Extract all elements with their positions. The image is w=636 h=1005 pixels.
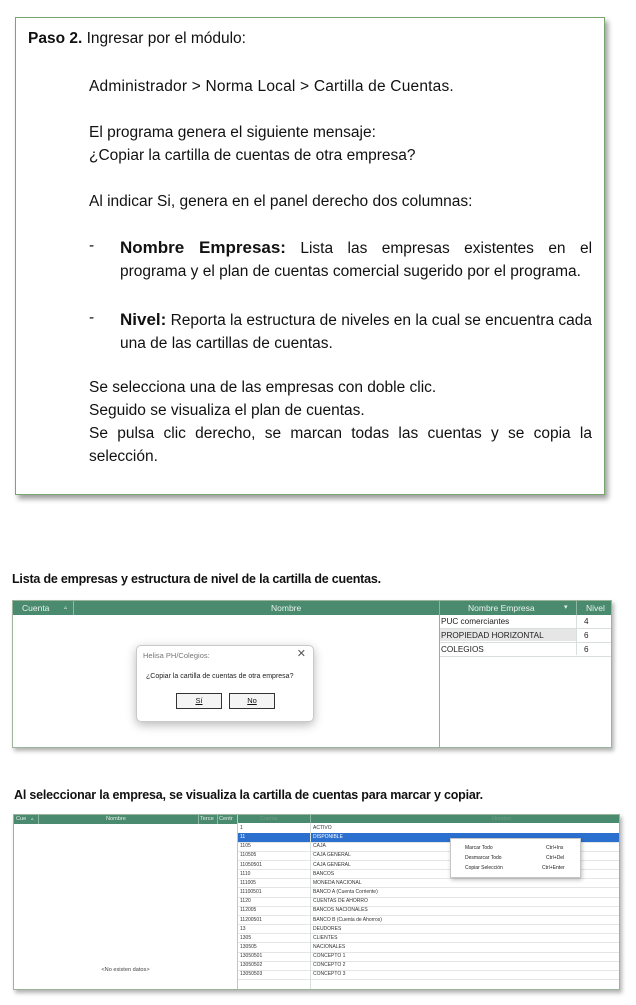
- bullet-dash: -: [89, 237, 95, 254]
- context-menu: [450, 838, 581, 878]
- account-code: 13050503: [240, 971, 263, 978]
- grid-header-right: [440, 601, 611, 615]
- account-row[interactable]: [238, 934, 619, 944]
- account-name: CONCEPTO 1: [313, 953, 346, 960]
- yes-button[interactable]: Sí: [176, 693, 222, 709]
- row-line: [440, 642, 611, 643]
- bullet-dash: -: [89, 309, 95, 326]
- account-row[interactable]: [238, 952, 619, 962]
- company-name[interactable]: PROPIEDAD HORIZONTAL: [441, 631, 544, 640]
- left-grid-header: [14, 815, 237, 824]
- col-tercero[interactable]: Terce: [200, 816, 214, 822]
- account-row[interactable]: [238, 943, 619, 953]
- account-grid-header: [238, 815, 619, 823]
- header-divider: [198, 815, 199, 824]
- account-code: 130505: [240, 943, 257, 950]
- account-code: 1110: [240, 870, 251, 877]
- closing-last: Se pulsa clic derecho, se marcan todas las cuentas y se copia la selección.: [89, 425, 592, 465]
- screenshot-account-chart: [13, 814, 620, 990]
- closing-line: Se selecciona una de las empresas con doble clic.: [89, 379, 437, 396]
- bullet-term: Nivel:: [120, 310, 167, 329]
- col-centro[interactable]: Centr: [219, 816, 233, 822]
- account-row[interactable]: [238, 970, 619, 980]
- menu-item-shortcut: Ctrl+Del: [546, 855, 565, 861]
- account-name: MONEDA NACIONAL: [313, 879, 362, 886]
- account-name: DEUDORES: [313, 925, 342, 932]
- col-nombre[interactable]: Nombre: [271, 603, 302, 613]
- caption-company-list: Lista de empresas y estructura de nivel de la cartilla de cuentas.: [12, 572, 381, 586]
- header-divider: [576, 601, 577, 615]
- header-divider: [217, 815, 218, 824]
- account-name: BANCO B (Cuenta de Ahorros): [313, 916, 382, 923]
- header-divider: [310, 815, 311, 823]
- sort-icon: ▵: [64, 605, 68, 611]
- account-name: CONCEPTO 3: [313, 971, 346, 978]
- menu-item-copiar-seleccion[interactable]: [451, 863, 580, 873]
- dialog-message: ¿Copiar la cartilla de cuentas de otra empresa?: [146, 673, 294, 680]
- menu-item-marcar-todo[interactable]: [451, 843, 580, 853]
- message-intro: El programa genera el siguiente mensaje:: [89, 124, 376, 141]
- col-cuenta[interactable]: Cue: [16, 816, 27, 822]
- col-cuenta[interactable]: Cuenta: [22, 603, 50, 613]
- close-icon[interactable]: ✕: [296, 648, 306, 660]
- account-name: BANCOS: [313, 870, 335, 877]
- account-code: 1305: [240, 934, 252, 941]
- col-nombre-empresa[interactable]: Nombre Empresa: [468, 603, 535, 613]
- row-line: [440, 656, 611, 657]
- account-code: 13050501: [240, 953, 263, 960]
- screenshot-company-list: [12, 600, 612, 748]
- left-panel: [14, 815, 238, 989]
- company-level: 6: [584, 631, 589, 640]
- company-name[interactable]: PUC comerciantes: [441, 617, 510, 626]
- account-code: 11: [240, 834, 246, 841]
- col-cuenta[interactable]: Cuenta: [260, 816, 278, 822]
- account-row[interactable]: [238, 961, 619, 971]
- message-question: ¿Copiar la cartilla de cuentas de otra empresa?: [89, 147, 416, 164]
- bullet-nivel: [120, 308, 592, 355]
- account-code: 111005: [240, 879, 256, 886]
- account-code: 1120: [240, 898, 251, 905]
- column-divider: [310, 823, 311, 989]
- account-name: DISPONIBLE: [313, 834, 344, 841]
- filter-dropdown-icon[interactable]: ▾: [564, 604, 568, 611]
- closing-line: Seguido se visualiza el plan de cuentas.: [89, 402, 365, 419]
- bullet-text: Reporta la estructura de niveles en la cual se encuentra cada una de las cartillas de cuentas.: [120, 312, 592, 352]
- menu-item-label: Desmarcar Todo: [465, 855, 502, 861]
- columns-intro: Al indicar Si, genera en el panel derecho dos columnas:: [89, 193, 473, 210]
- account-name: BANCO A (Cuenta Corriente): [313, 889, 378, 896]
- step-instructions-box: [15, 17, 605, 495]
- account-name: CLIENTES: [313, 934, 338, 941]
- account-code: 13050502: [240, 962, 263, 969]
- col-nivel[interactable]: Nivel: [586, 603, 605, 613]
- account-code: 11200501: [240, 916, 262, 923]
- header-divider: [38, 815, 39, 824]
- account-name: CAJA: [313, 843, 326, 850]
- account-code: 11050501: [240, 861, 262, 868]
- menu-item-label: Marcar Todo: [465, 845, 493, 851]
- account-name: CAJA GENERAL: [313, 861, 351, 868]
- step-title-text: Ingresar por el módulo:: [82, 30, 246, 47]
- panel-divider: [439, 601, 440, 747]
- account-code: 1105: [240, 843, 251, 850]
- company-name[interactable]: COLEGIOS: [441, 645, 484, 654]
- copy-chart-dialog: [136, 645, 314, 722]
- account-name: CUENTAS DE AHORRO: [313, 898, 368, 905]
- grid-header-left: [13, 601, 439, 615]
- caption-account-chart: Al seleccionar la empresa, se visualiza la cartilla de cuentas para marcar y copiar.: [14, 788, 483, 802]
- account-row[interactable]: [238, 925, 619, 935]
- account-code: 13: [240, 925, 246, 932]
- company-level: 6: [584, 645, 589, 654]
- account-row[interactable]: [238, 888, 619, 898]
- bullet-term: Nombre Empresas:: [120, 238, 286, 257]
- account-row[interactable]: [238, 824, 619, 834]
- col-nombre[interactable]: Nombre: [106, 816, 126, 822]
- account-code: 110505: [240, 852, 257, 859]
- account-row[interactable]: [238, 916, 619, 926]
- account-code: 11100501: [240, 889, 262, 896]
- no-data-message: <No existen datos>: [101, 967, 150, 973]
- menu-item-shortcut: Ctrl+Ins: [546, 845, 564, 851]
- step-title: [28, 27, 246, 50]
- account-code: 1: [240, 825, 243, 831]
- menu-item-desmarcar-todo[interactable]: [451, 853, 580, 863]
- company-level: 4: [584, 617, 589, 626]
- account-name: ACTIVO: [313, 825, 332, 831]
- account-name: NACIONALES: [313, 943, 346, 950]
- menu-path: Administrador > Norma Local > Cartilla de Cuentas.: [89, 78, 454, 95]
- bullet-nombre-empresas: [120, 236, 592, 283]
- column-divider: [576, 615, 577, 655]
- menu-item-label: Copiar Selección: [465, 865, 503, 871]
- account-row[interactable]: [238, 879, 619, 889]
- account-name: BANCOS NACIONALES: [313, 907, 368, 914]
- header-divider: [73, 601, 74, 615]
- account-code: 112005: [240, 907, 257, 914]
- step-label: Paso 2.: [28, 30, 83, 47]
- col-nombre[interactable]: Nombre: [492, 816, 512, 822]
- bullet-text: Lista las empresas existentes en el programa y el plan de cuentas comercial sugerido por el programa.: [120, 240, 593, 280]
- account-row[interactable]: [238, 897, 619, 907]
- menu-item-shortcut: Ctrl+Enter: [542, 865, 565, 871]
- row-line: [440, 628, 611, 629]
- dialog-title: Helisa PH/Colegios:: [143, 651, 210, 660]
- no-button[interactable]: No: [229, 693, 275, 709]
- account-name: CAJA GENERAL: [313, 852, 351, 859]
- account-name: CONCEPTO 2: [313, 962, 346, 969]
- sort-icon: ▵: [31, 816, 34, 822]
- account-row[interactable]: [238, 906, 619, 916]
